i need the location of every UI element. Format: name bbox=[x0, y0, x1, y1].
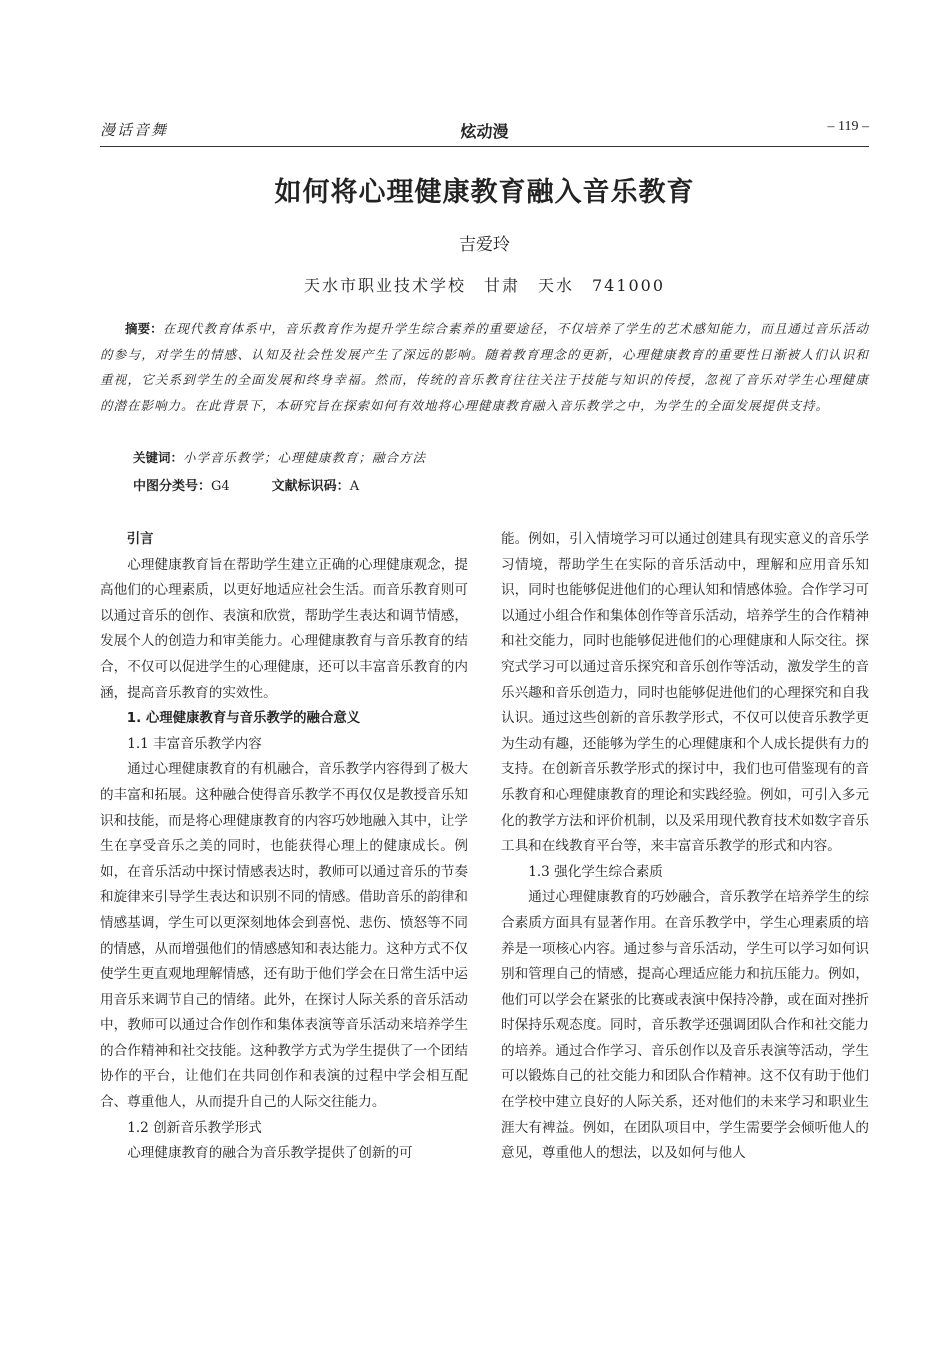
header-rule bbox=[100, 146, 869, 147]
keywords bbox=[133, 448, 426, 466]
body-column-left bbox=[100, 527, 468, 1167]
clc-label: 中图分类号： bbox=[133, 479, 212, 494]
author-name: 吉爱玲 bbox=[459, 235, 510, 255]
subsection-1-2-paragraph: 心理健康教育的融合为音乐教学提供了创新的可 bbox=[127, 1145, 413, 1162]
author-affiliation: 天水市职业技术学校 甘肃 天水 741000 bbox=[303, 276, 666, 295]
section-1-heading: 1. 心理健康教育与音乐教学的融合意义 bbox=[126, 711, 361, 727]
clc-value: G4 bbox=[211, 479, 230, 494]
doc-code-label: 文献标识码： bbox=[271, 479, 350, 494]
doc-code-value: A bbox=[349, 479, 360, 494]
page-number: – 119 – bbox=[827, 119, 869, 134]
subsection-1-2-continued: 能。例如，引入情境学习可以通过创建具有现实意义的音乐学习情境，帮助学生在实际的音乐活动中，理解和应用音乐知识，同时也能够促进他们的心理认知和情感体验。合作学习可以通过小组合作和集体创作等音乐活动，培养学生的合作精神和社交能力，同时也能够促进他们的心理健康和人际交往。探究式学习可以通过音乐探究和音乐创作等活动，激发学生的音乐兴趣和音乐创造力，同时也能够促进他们的心理探究和自我认识。通过这些创新的音乐教学形式，不仅可以使音乐教学更为生动有趣，还能够为学生的心理健康和个人成长提供有力的支持。在创新音乐教学形式的探讨中，我们也可借鉴现有的音乐教育和心理健康教育的理论和实践经验。例如，可引入多元化的教学方法和评价机制，以及采用现代教育技术如数字音乐工具和在线教育平台等，来丰富音乐教学的形式和内容。 bbox=[501, 531, 869, 855]
subsection-1-3-heading: 1.3 强化学生综合素质 bbox=[528, 863, 663, 880]
intro-heading: 引言 bbox=[126, 532, 154, 547]
article-title: 如何将心理健康教育融入音乐教育 bbox=[274, 177, 695, 208]
abstract-text: 在现代教育体系中，音乐教育作为提升学生综合素养的重要途径，不仅培养了学生的艺术感知能力，而且通过音乐活动的参与，对学生的情感、认知及社会性发展产生了深远的影响。随着教育理念的更新，心理健康教育的重要性日渐被人们认识和重视，它关系到学生的全面发展和终身幸福。然而，传统的音乐教育往往关注于技能与知识的传授，忽视了音乐对学生心理健康的潜在影响力。在此背景下，本研究旨在探索如何有效地将心理健康教育融入音乐教学之中，为学生的全面发展提供支持。 bbox=[100, 321, 869, 413]
magazine-name: 炫动漫 bbox=[460, 122, 509, 141]
subsection-1-1-paragraph: 通过心理健康教育的有机融合，音乐教学内容得到了极大的丰富和拓展。这种融合使得音乐教学不再仅仅是教授音乐知识和技能，而是将心理健康教育的内容巧妙地融入其中，让学生在享受音乐之美的同时，也能获得心理上的健康成长。例如，在音乐活动中探讨情感表达时，教师可以通过音乐的节奏和旋律来引导学生表达和识别不同的情感。借助音乐的韵律和情感基调，学生可以更深刻地体会到喜悦、悲伤、愤怒等不同的情感，从而增强他们的情感感知和表达能力。这种方式不仅使学生更直观地理解情感，还有助于他们学会在日常生活中运用音乐来调节自己的情绪。此外，在探讨人际关系的音乐活动中，教师可以通过合作创作和集体表演等音乐活动来培养学生的合作精神和社交技能。这种教学方式为学生提供了一个团结协作的平台，让他们在共同创作和表演的过程中学会相互配合、尊重他人，从而提升自己的人际交往能力。 bbox=[100, 761, 468, 1111]
subsection-1-2-heading: 1.2 创新音乐教学形式 bbox=[127, 1119, 262, 1136]
running-header bbox=[100, 119, 869, 147]
subsection-1-1-heading: 1.1 丰富音乐教学内容 bbox=[127, 735, 262, 752]
subsection-1-3-paragraph: 通过心理健康教育的巧妙融合，音乐教学在培养学生的综合素质方面具有显著作用。在音乐教学中，学生心理素质的培养是一项核心内容。通过参与音乐活动，学生可以学习如何识别和管理自己的情感，提高心理适应能力和抗压能力。例如，他们可以学会在紧张的比赛或表演中保持冷静，或在面对挫折时保持乐观态度。同时，音乐教学还强调团队合作和社交能力的培养。通过合作学习、音乐创作以及音乐表演等活动，学生可以锻炼自己的社交能力和团队合作精神。这不仅有助于他们在学校中建立良好的人际关系，还对他们的未来学习和职业生涯大有裨益。例如，在团队项目中，学生需要学会倾听他人的意见，尊重他人的想法，以及如何与他人 bbox=[501, 889, 869, 1162]
classification-line bbox=[133, 475, 359, 494]
intro-paragraph: 心理健康教育旨在帮助学生建立正确的心理健康观念，提高他们的心理素质，以更好地适应社会生活。而音乐教育则可以通过音乐的创作、表演和欣赏，帮助学生表达和调节情感，发展个人的创造力和审美能力。心理健康教育与音乐教育的结合，不仅可以促进学生的心理健康，还可以丰富音乐教育的内涵，提高音乐教育的实效性。 bbox=[100, 556, 468, 701]
body-column-right bbox=[501, 527, 869, 1167]
keywords-text: 小学音乐教学；心理健康教育；融合方法 bbox=[183, 450, 427, 465]
abstract bbox=[100, 316, 869, 418]
keywords-label: 关键词： bbox=[133, 450, 184, 465]
abstract-label: 摘要： bbox=[125, 321, 163, 336]
column-name: 漫话音舞 bbox=[100, 121, 169, 139]
